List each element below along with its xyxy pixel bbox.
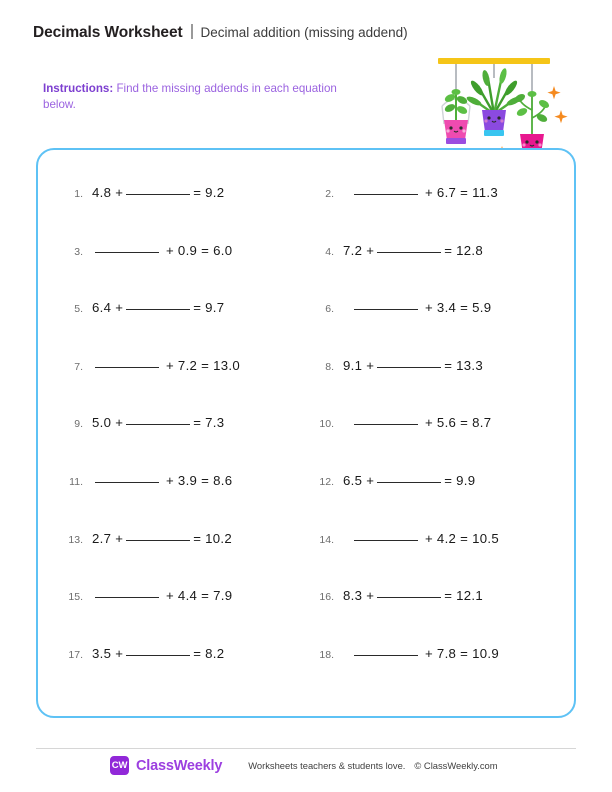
page-footer	[110, 756, 498, 775]
title-separator	[191, 24, 193, 39]
equation-tail: + 3.4 = 5.9	[424, 300, 492, 316]
answer-blank[interactable]	[377, 367, 441, 368]
problem-item	[62, 410, 309, 468]
problem-equation	[92, 357, 240, 373]
problem-item	[62, 641, 309, 699]
problem-item	[62, 583, 309, 641]
problem-number: 16.	[319, 591, 334, 604]
rod-icon	[438, 58, 550, 64]
equation-head: 7.2 +	[343, 242, 375, 258]
answer-blank[interactable]	[354, 309, 418, 310]
answer-blank[interactable]	[377, 252, 441, 253]
equation-tail: = 12.8	[444, 242, 484, 258]
equation-tail: = 13.3	[444, 357, 484, 373]
problem-item	[62, 295, 309, 353]
problem-item	[62, 238, 309, 296]
answer-blank[interactable]	[126, 194, 190, 195]
problem-row	[62, 410, 556, 468]
answer-blank[interactable]	[126, 655, 190, 656]
problem-number: 14.	[319, 533, 334, 546]
problem-item	[62, 526, 309, 584]
problem-equation	[92, 530, 232, 546]
problem-item	[309, 295, 556, 353]
problem-item	[62, 468, 309, 526]
problem-row	[62, 468, 556, 526]
problems-grid	[38, 150, 574, 716]
problem-equation	[343, 242, 483, 258]
equation-tail: + 7.8 = 10.9	[424, 645, 499, 661]
problem-equation	[343, 530, 499, 546]
equation-tail: = 9.7	[193, 300, 225, 316]
equation-head: 4.8 +	[92, 185, 124, 200]
problem-equation	[343, 472, 475, 488]
equation-head: 6.5 +	[343, 472, 375, 488]
problem-equation	[343, 299, 491, 315]
answer-blank[interactable]	[95, 597, 159, 598]
equation-head: 5.0 +	[92, 415, 124, 431]
answer-blank[interactable]	[377, 597, 441, 598]
equation-tail: = 9.2	[193, 185, 225, 200]
problem-item	[309, 526, 556, 584]
answer-blank[interactable]	[95, 252, 159, 253]
equation-head: 9.1 +	[343, 357, 375, 373]
problem-row	[62, 353, 556, 411]
page-subtitle: Decimal addition (missing addend)	[200, 25, 408, 40]
answer-blank[interactable]	[354, 424, 418, 425]
problem-equation	[92, 242, 232, 258]
equation-tail: + 5.6 = 8.7	[424, 415, 492, 431]
equation-tail: = 8.2	[193, 645, 225, 661]
problem-number: 13.	[68, 533, 83, 546]
problem-equation	[343, 184, 498, 200]
problem-equation	[343, 357, 483, 373]
problem-row	[62, 295, 556, 353]
equation-tail: = 9.9	[444, 472, 476, 488]
equation-head: 2.7 +	[92, 530, 124, 546]
problem-equation	[343, 414, 491, 430]
problem-number: 9.	[74, 418, 83, 431]
problem-item	[309, 180, 556, 238]
problem-row	[62, 238, 556, 296]
problem-item	[309, 410, 556, 468]
equation-tail: = 7.3	[193, 415, 225, 431]
page-header	[33, 22, 408, 42]
answer-blank[interactable]	[95, 367, 159, 368]
pot-left	[442, 89, 470, 144]
classweekly-logo-icon: CW	[110, 756, 129, 775]
problem-number: 5.	[74, 303, 83, 316]
answer-blank[interactable]	[354, 655, 418, 656]
answer-blank[interactable]	[126, 309, 190, 310]
problem-equation	[92, 184, 224, 200]
problem-number: 12.	[319, 475, 334, 488]
problem-equation	[343, 645, 499, 661]
problem-number: 1.	[74, 188, 83, 200]
answer-blank[interactable]	[126, 424, 190, 425]
problem-item	[62, 180, 309, 238]
brand-name: ClassWeekly	[136, 757, 223, 774]
problem-row	[62, 641, 556, 699]
equation-head: 3.5 +	[92, 645, 124, 661]
problem-equation	[92, 414, 224, 430]
problem-equation	[92, 587, 232, 603]
problem-item	[309, 583, 556, 641]
problem-number: 15.	[68, 591, 83, 604]
footer-copyright: © ClassWeekly.com	[414, 760, 498, 771]
problem-row	[62, 583, 556, 641]
problem-item	[309, 468, 556, 526]
problem-item	[309, 641, 556, 699]
page-title: Decimals Worksheet	[33, 24, 183, 41]
problem-equation	[92, 472, 232, 488]
equation-tail: + 0.9 = 6.0	[165, 242, 233, 258]
equation-tail: + 7.2 = 13.0	[165, 357, 240, 373]
equation-tail: + 3.9 = 8.6	[165, 472, 233, 488]
problem-number: 2.	[325, 188, 334, 200]
problem-number: 10.	[319, 418, 334, 431]
problem-item	[309, 238, 556, 296]
instructions-block	[43, 81, 343, 113]
equation-tail: + 6.7 = 11.3	[424, 185, 498, 200]
footer-tagline: Worksheets teachers & students love.	[248, 760, 406, 771]
problem-equation	[92, 645, 224, 661]
problem-item	[62, 353, 309, 411]
equation-tail: = 12.1	[444, 588, 484, 604]
answer-blank[interactable]	[354, 540, 418, 541]
answer-blank[interactable]	[126, 540, 190, 541]
problem-number: 17.	[68, 648, 83, 661]
problems-card	[36, 148, 576, 718]
problem-number: 11.	[69, 475, 83, 488]
problem-number: 3.	[74, 245, 83, 258]
problem-row	[62, 526, 556, 584]
footer-divider	[36, 748, 576, 749]
instructions-label: Instructions:	[43, 82, 114, 95]
problem-equation	[343, 587, 483, 603]
equation-tail: = 10.2	[193, 530, 233, 546]
problem-number: 7.	[74, 360, 83, 373]
problem-number: 8.	[325, 360, 334, 373]
answer-blank[interactable]	[95, 482, 159, 483]
equation-head: 8.3 +	[343, 588, 375, 604]
instructions-text: Find the missing addends in each equation below.	[43, 82, 337, 111]
answer-blank[interactable]	[377, 482, 441, 483]
equation-tail: + 4.4 = 7.9	[165, 588, 233, 604]
equation-head: 6.4 +	[92, 300, 124, 316]
problem-item	[309, 353, 556, 411]
problem-row	[62, 180, 556, 238]
problem-equation	[92, 299, 224, 315]
answer-blank[interactable]	[354, 194, 418, 195]
equation-tail: + 4.2 = 10.5	[424, 530, 499, 546]
problem-number: 18.	[319, 648, 334, 661]
problem-number: 4.	[325, 245, 334, 258]
problem-number: 6.	[325, 303, 334, 316]
